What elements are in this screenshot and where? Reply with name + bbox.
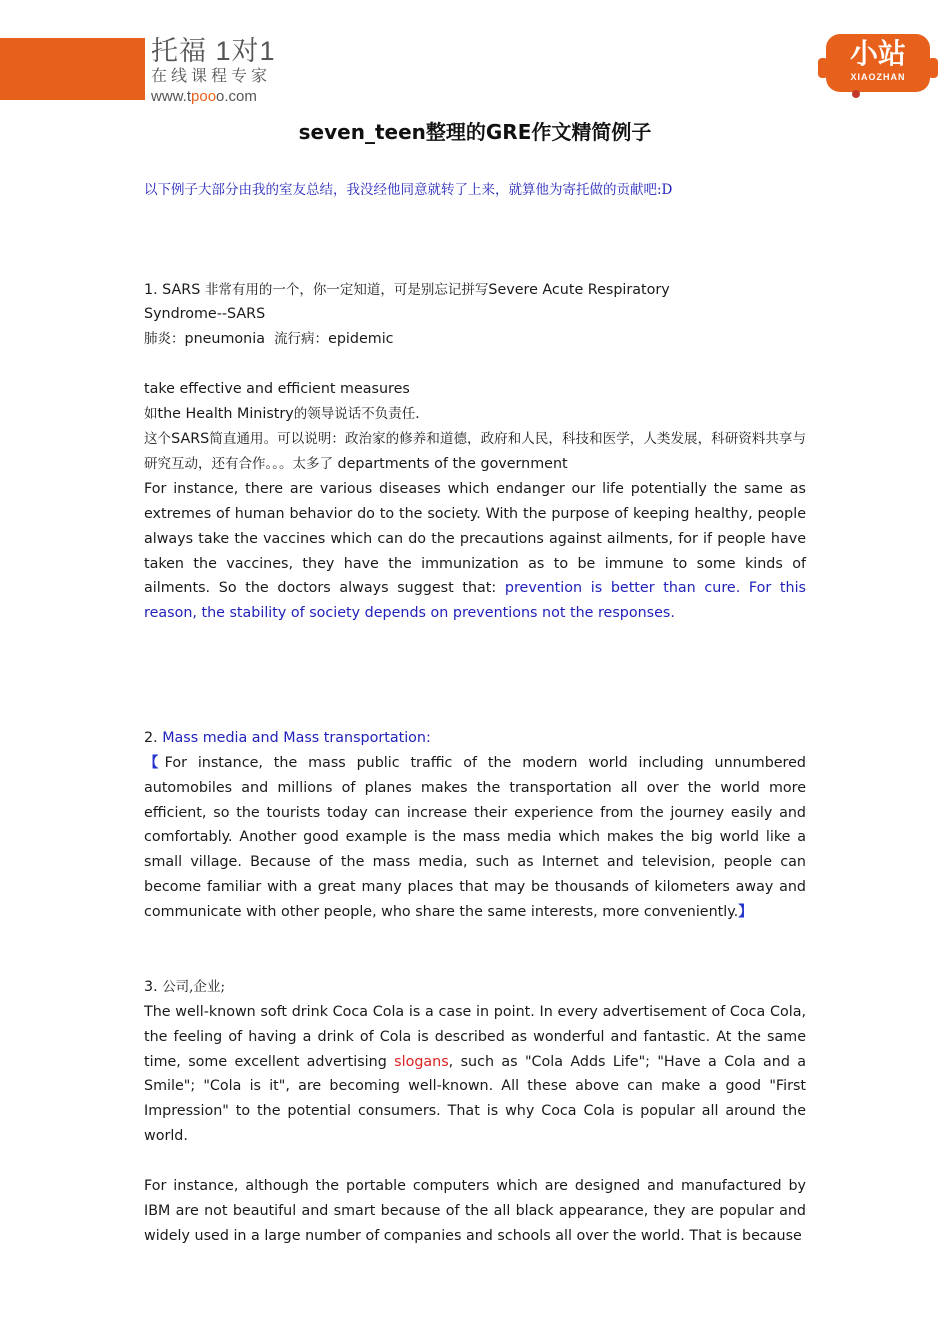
document-body — [144, 178, 806, 1249]
xiaozhan-logo — [818, 28, 938, 100]
s1-line1 — [144, 278, 806, 303]
s1-line6 — [144, 427, 806, 477]
s1-paragraph-highlight: prevention is better than cure. For this reason, the stability of society depends on preventions not the responses. — [144, 580, 807, 622]
s3-para1-a: The well-known soft drink Coca Cola is a case in point. In every advertisement of Coca Cola, the feeling of having a drink of Cola is described as wonderful and fantastic. At the same time, some excellent advertising — [144, 1003, 806, 1070]
s1-line3-zh1: 肺炎： — [144, 331, 185, 348]
s3-para1-b: , such as "Cola Adds Life"; "Have a Cola and a Smile"; "Cola is it", are becoming well-known. All these above can make a good "First Impression" to the potential consumers. That is why Coca Cola is popular all around the world. — [144, 1053, 807, 1145]
s2-heading-text: Mass media and Mass transportation: — [162, 729, 431, 746]
s3-number: 3. — [144, 978, 163, 995]
s3-paragraph-2: For instance, although the portable computers which are designed and manufactured by IBM are not beautiful and smart because of the all black appearance, they are popular and widely used in a large number of companies and schools all over the world. That is because — [144, 1178, 806, 1244]
brand-url — [151, 89, 276, 104]
s2-open-bracket: 【 — [144, 754, 165, 771]
s1-line6-zh2: 简直通用。可以说明：政治家的修养和道德，政府和人民，科技和医学，人类发展，科研资料共享与研究互动，还有合作。。。太多了 — [144, 431, 806, 472]
s1-line2: Syndrome--SARS — [144, 306, 266, 323]
s1-line1-en: Severe Acute Respiratory — [488, 281, 670, 298]
s1-line5-zh1: 如 — [144, 406, 158, 423]
s1-number: 1. SARS — [144, 281, 205, 298]
page-title: seven_teen整理的GRE作文精简例子 — [298, 120, 652, 144]
s1-line6-zh1: 这个 — [144, 431, 172, 447]
s1-line3-zh2: 流行病： — [274, 331, 329, 348]
s1-paragraph — [144, 477, 806, 626]
s3-paragraph-1 — [144, 1000, 806, 1149]
badge-sub-text: XIAOZHAN — [850, 72, 906, 82]
brand-url-prefix: www.t — [151, 88, 192, 105]
s1-line6-en: SARS — [171, 431, 210, 447]
s2-heading — [144, 726, 806, 751]
s1-line3-en2: epidemic — [328, 331, 394, 348]
badge-mic-icon — [852, 90, 860, 98]
s3-para1-slogans: slogans — [394, 1053, 449, 1070]
header-accent-bar — [0, 38, 145, 100]
brand-url-highlight: poo — [191, 88, 217, 105]
s1-line3-en1: pneumonia — [184, 331, 265, 348]
s3-heading-zh: 公司,企业; — [162, 978, 226, 995]
brand-logo — [151, 38, 276, 104]
s1-paragraph-text: For instance, there are various diseases which endanger our life potentially the same as extremes of human behavior do to the society. With the purpose of keeping healthy, people always take the vaccines which can do the precautions against ailments, for if people have taken the vaccines, they have the immunization as to be immune to some kinds of ailments. So the doctors always suggest that: — [144, 480, 806, 597]
brand-name: 托福 1对1 — [151, 36, 276, 66]
badge-box — [826, 34, 930, 92]
s2-close-bracket: 】 — [738, 904, 753, 921]
s1-line3 — [144, 327, 806, 352]
s1-line5-en: the Health Ministry — [157, 406, 294, 423]
brand-tagline: 在线课程专家 — [151, 68, 272, 85]
intro-line — [144, 178, 806, 203]
intro-text: 以下例子大部分由我的室友总结，我没经他同意就转了上来，就算他为寄托做的贡献吧:D — [144, 182, 673, 198]
s1-line6-en2: departments of the government — [337, 455, 568, 472]
s1-line5 — [144, 402, 806, 427]
s2-number: 2. — [144, 729, 163, 746]
s3-heading — [144, 975, 806, 1000]
badge-main-text: 小站 — [849, 37, 906, 70]
s1-line1-zh: 非常有用的一个，你一定知道，可是别忘记拼写 — [204, 281, 489, 298]
s1-line5-zh2: 的领导说话不负责任. — [293, 406, 420, 423]
s2-paragraph — [144, 751, 806, 925]
brand-url-suffix: o.com — [216, 88, 257, 105]
s2-paragraph-text: For instance, the mass public traffic of the modern world including unnumbered automobiles and millions of planes makes the transportation all over the world more efficient, so the tourists today can increase their experience from the journey easily and comfortably. Another good example is the mass media which makes the big world like a small village. Because of the mass media, such as Internet and television, people can become familiar with a great many places that may be thousands of kilometers away and communicate with other people, who share the same interests, more conveniently. — [144, 754, 806, 921]
s1-line4: take effective and efficient measures — [144, 381, 410, 398]
